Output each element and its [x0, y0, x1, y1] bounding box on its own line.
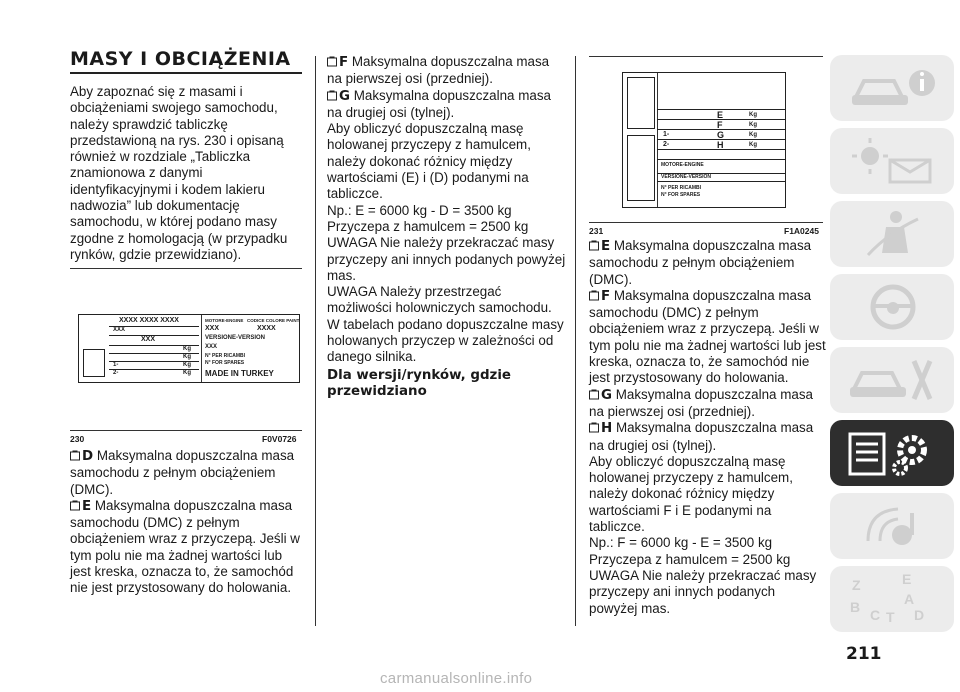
item-text: Maksymalna dopuszczalna masa samochodu z pełnym obciążeniem (DMC).	[589, 238, 812, 287]
plate-kg: Kg	[749, 122, 757, 128]
intro-paragraph: Aby zapoznać się z masami i obciążeniami swojego samochodu, należy sprawdzić tabliczkę przedstawioną na rys. 230 i opisaną również w rozdziale „Tabliczka znamionowa z danymi identyfikacyjnymi i kodem lakieru nadwozia” lub dokumentację samochodu, w której podano masy zgodne z homologacją (w przypadku rynków, gdzie przewidziano).	[70, 84, 288, 262]
plate-version-value: XXX	[205, 344, 218, 350]
item-text: Maksymalna dopuszczalna masa na pierwszej osi (przedniej).	[589, 386, 813, 419]
tab-emergency-maintenance[interactable]	[830, 347, 954, 413]
page-title: MASY I OBCIĄŻENIA	[70, 48, 291, 70]
plate-kg: Kg	[183, 346, 191, 352]
paragraph: Np.: F = 6000 kg - E = 3500 kg	[589, 535, 773, 551]
index-letter-z: Z	[852, 577, 861, 593]
column-left-items	[70, 448, 306, 597]
list-item-h	[589, 420, 827, 454]
item-letter: F	[339, 55, 349, 70]
car-small-icon	[589, 289, 599, 305]
plate-top-code: XXXX XXXX XXXX	[119, 317, 179, 324]
plate-left-code: XXX	[113, 327, 126, 333]
list-item-g	[589, 387, 827, 421]
plate-row-label: 1-	[113, 362, 119, 368]
paragraph: UWAGA Nie należy przekraczać masy przyczepy ani innych podanych powyżej mas.	[589, 567, 817, 616]
list-item-e	[70, 498, 306, 597]
car-small-icon	[589, 421, 599, 437]
plate-kg: Kg	[183, 362, 191, 368]
plate-divider	[109, 335, 199, 336]
plate-letter-e: E	[717, 110, 724, 120]
list-item-g	[327, 88, 567, 122]
plate-spares-2: N° FOR SPARES	[661, 192, 701, 198]
car-small-icon	[327, 89, 337, 105]
plate-vertical-divider	[657, 73, 658, 207]
figure-231-number: 231	[589, 226, 604, 236]
car-small-icon	[327, 55, 337, 71]
seat-safety-icon	[848, 209, 938, 259]
footer-watermark: carmanualsonline.info	[380, 670, 533, 687]
figure-231-bottom-rule	[589, 222, 823, 223]
tab-safety[interactable]	[830, 201, 954, 267]
technical-data-gear-icon	[848, 428, 938, 478]
index-letter-d: D	[914, 607, 925, 623]
paragraph: Np.: E = 6000 kg - D = 3500 kg	[327, 202, 512, 218]
item-text: Maksymalna dopuszczalna masa na pierwszej osi (przedniej).	[327, 54, 550, 87]
tab-starting-driving[interactable]	[830, 274, 954, 340]
index-letter-c: C	[870, 607, 881, 623]
plate-row1: XXX	[141, 336, 156, 343]
plate-made-in: MADE IN TURKEY	[205, 369, 274, 378]
car-small-icon	[589, 239, 599, 255]
paragraph: Aby obliczyć dopuszczalną masę holowanej przyczepy z hamulcem, należy dokonać różnicy między wartościami F i E podanymi na tabliczce.	[589, 453, 793, 535]
identification-plate-231	[622, 72, 786, 208]
tab-multimedia[interactable]	[830, 493, 954, 559]
plate-kg: Kg	[749, 112, 757, 118]
plate-blank-box	[627, 77, 655, 129]
steering-wheel-icon	[848, 282, 938, 332]
item-text: Maksymalna dopuszczalna masa samochodu (DMC) z pełnym obciążeniem wraz z przyczepą. Jeśli w tym polu nie ma żadnej wartości lub jest kreska, oznacza to, że samochód nie jest przystosowany do holowania.	[70, 497, 300, 596]
paragraph: UWAGA Należy przestrzegać możliwości holowniczych samochodu.	[327, 284, 552, 316]
paragraph: UWAGA Nie należy przekraczać masy przyczepy ani innych podanych powyżej mas.	[327, 235, 566, 283]
figure-230-bottom-rule	[70, 430, 302, 431]
plate-row-label: 1-	[663, 131, 670, 138]
subheading: Dla wersji/rynków, gdzie przewidziano	[327, 367, 512, 399]
item-letter: G	[601, 387, 612, 403]
plate-version-label: VERSIONE-VERSION	[661, 174, 712, 180]
column-divider-1	[315, 56, 316, 626]
paragraph: Przyczepa z hamulcem = 2500 kg	[327, 218, 529, 234]
plate-letter-g: G	[717, 130, 725, 140]
column-divider-2	[575, 56, 576, 626]
title-underline	[70, 72, 302, 74]
item-letter: E	[601, 239, 611, 254]
item-text: Maksymalna dopuszczalna masa na drugiej osi (tylnej).	[589, 420, 814, 453]
car-info-icon	[848, 63, 938, 113]
plate-blank-box	[627, 135, 655, 201]
plate-kg: Kg	[749, 142, 757, 148]
item-letter: E	[82, 498, 92, 514]
tab-car-info[interactable]	[830, 55, 954, 121]
column-middle	[327, 54, 567, 400]
car-wrench-icon	[848, 355, 938, 405]
plate-paint-value: XXXX	[257, 325, 276, 332]
multimedia-icon	[848, 501, 938, 551]
item-letter: G	[339, 88, 350, 104]
list-item-e	[589, 238, 827, 288]
tab-warning-lights[interactable]	[830, 128, 954, 194]
plate-spares-2: N° FOR SPARES	[205, 360, 245, 366]
warning-lights-icon	[848, 136, 938, 186]
item-letter: F	[601, 288, 611, 304]
plate-version-label: VERSIONE-VERSION	[205, 335, 266, 341]
paragraph: W tabelach podano dopuszczalne masy holowanych przyczep w zależności od danego silnika.	[327, 316, 564, 365]
tab-technical-data[interactable]	[830, 420, 954, 486]
plate-spares-1: N° PER RICAMBI	[205, 353, 246, 359]
index-letter-t: T	[886, 609, 895, 624]
plate-divider	[109, 326, 199, 327]
item-text: Maksymalna dopuszczalna masa na drugiej osi (tylnej).	[327, 87, 551, 120]
figure-231-code: F1A0245	[784, 226, 819, 236]
figure-230-code: F0V0726	[262, 434, 297, 444]
plate-kg: Kg	[749, 132, 757, 138]
item-letter: D	[82, 449, 94, 464]
page-number: 211	[846, 644, 882, 664]
plate-kg: Kg	[183, 354, 191, 360]
car-small-icon	[589, 388, 599, 404]
plate-row-label: 2-	[663, 141, 670, 148]
car-small-icon	[70, 499, 80, 515]
plate-engine-label: MOTORE-ENGINE	[661, 162, 704, 168]
list-item-f	[327, 54, 567, 88]
item-letter: H	[601, 421, 613, 437]
identification-plate-230	[78, 314, 300, 383]
paragraph: Aby obliczyć dopuszczalną masę holowanej przyczepy z hamulcem, należy dokonać różnicy między wartościami (E) i (D) podanymi na tabliczce.	[327, 121, 531, 202]
plate-blank-box	[83, 349, 105, 377]
list-item-d	[70, 448, 306, 498]
item-text: Maksymalna dopuszczalna masa samochodu (DMC) z pełnym obciążeniem wraz z przyczepą. Jeśli w tym polu nie ma żadnej wartości lub jest kreska, oznacza to, że samochód nie jest przystosowany do holowania.	[589, 287, 826, 386]
index-letter-b: B	[850, 599, 861, 615]
car-small-icon	[70, 449, 80, 465]
figure-230-number: 230	[70, 434, 85, 444]
list-item-f	[589, 288, 827, 387]
figure-230-top-rule	[70, 268, 302, 269]
index-letter-a: A	[904, 591, 915, 607]
tab-index[interactable]	[830, 566, 954, 632]
plate-engine-value: XXX	[205, 325, 220, 332]
paragraph: Przyczepa z hamulcem = 2500 kg	[589, 551, 791, 567]
plate-vertical-divider	[201, 315, 202, 382]
plate-letter-f: F	[717, 120, 723, 130]
plate-divider	[657, 159, 785, 160]
item-text: Maksymalna dopuszczalna masa samochodu z pełnym obciążeniem (DMC).	[70, 448, 295, 497]
index-letter-e: E	[902, 574, 912, 587]
figure-231-top-rule	[589, 56, 823, 57]
plate-kg: Kg	[183, 370, 191, 376]
plate-spares-1: N° PER RICAMBI	[661, 185, 702, 191]
plate-letter-h: H	[717, 140, 724, 150]
alphabetical-index-icon	[848, 574, 938, 624]
column-left	[70, 48, 306, 263]
plate-paint-label: CODICE COLORE PAINT	[247, 318, 300, 323]
column-right	[589, 238, 827, 617]
plate-row-label: 2-	[113, 370, 119, 376]
plate-divider	[657, 181, 785, 182]
plate-engine-label: MOTORE-ENGINE	[205, 318, 244, 323]
